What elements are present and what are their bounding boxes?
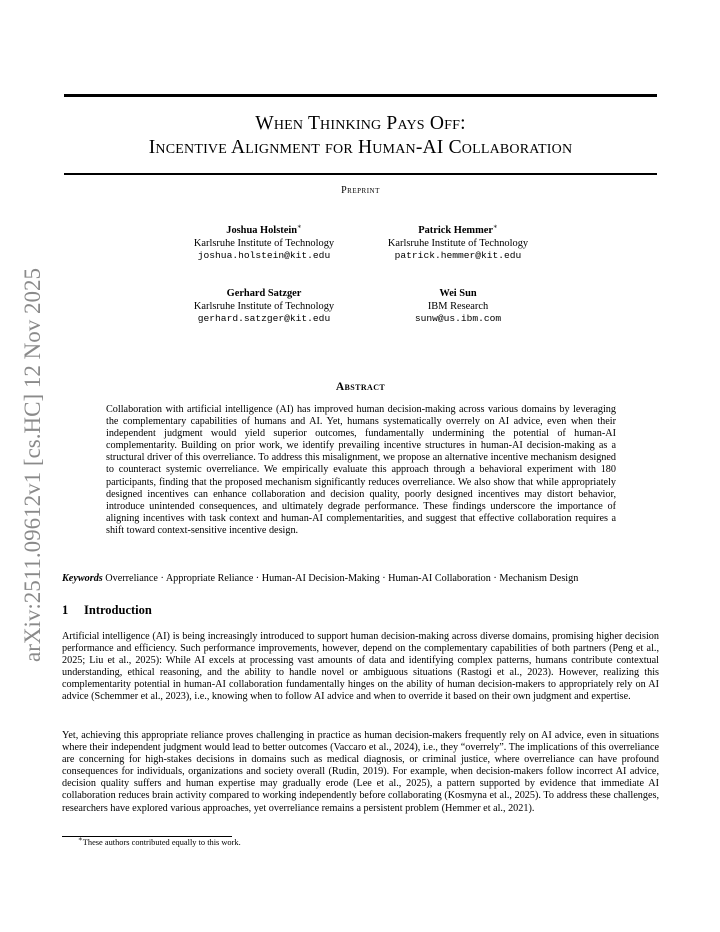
keywords-label: Keywords xyxy=(62,573,103,584)
author-name: Joshua Holstein∗ xyxy=(226,222,302,236)
author-affiliation: Karlsruhe Institute of Technology xyxy=(193,300,335,312)
section-title: Introduction xyxy=(84,603,152,617)
paper-title xyxy=(64,112,657,160)
title-bottom-rule xyxy=(64,173,657,175)
intro-paragraph-2: Yet, achieving this appropriate reliance proves challenging in practice as human decision-makers frequently rely on AI advice, even in situations where their independent judgment would lead to better outcomes (Vaccaro et al., 2024), i.e., they “overrely”. The implications of this overreliance are concerning for high-stakes decisions in domains such as medical diagnosis, or criminal justice, where overreliance can have profound consequences for individuals, organizations and society overall (Rudin, 2019). For example, when decision-makers follow incorrect AI advice, decision quality suffers and human expertise may gradually erode (Lee et al., 2025), a pattern supported by evidence that immediate AI collaboration reduces brain activity compared to working independently before collaborating (Kosmyna et al., 2025). To address these challenges, researchers have explored various approaches, yet overreliance remains a persistent problem (Hemmer et al., 2021). xyxy=(62,730,659,814)
footnote-rule xyxy=(62,836,232,837)
author-email: joshua.holstein@kit.edu xyxy=(197,250,331,261)
author-block xyxy=(164,288,364,326)
footnote-text: These authors contributed equally to this work. xyxy=(82,838,241,847)
author-block xyxy=(164,222,364,263)
abstract-heading: Abstract xyxy=(335,381,386,393)
author-affiliation: Karlsruhe Institute of Technology xyxy=(193,237,335,249)
arxiv-identifier: arXiv:2511.09612v1 [cs.HC] 12 Nov 2025 xyxy=(20,268,45,662)
section-number: 1 xyxy=(62,603,69,617)
footnote xyxy=(78,835,241,848)
author-name: Patrick Hemmer∗ xyxy=(418,222,498,236)
section-heading xyxy=(62,603,152,618)
keywords-text: Overreliance · Appropriate Reliance · Human-AI Decision-Making · Human-AI Collaboration · Mechanism Design xyxy=(105,573,579,584)
footnote-mark: ∗ xyxy=(78,835,83,844)
author-name: Wei Sun xyxy=(439,288,477,299)
abstract-text: Collaboration with artificial intelligence (AI) has improved human decision-making across various domains by leveraging the complementary capabilities of humans and AI. Yet, humans systematically overrely on AI advice, even when their independent judgment would yield superior outcomes, fundamentally undermining the potential of human-AI complementarity. Building on prior work, we identify prevailing incentive structures in human-AI decision-making as a structural driver of this overreliance. To address this misalignment, we propose an alternative incentive mechanism designed to counteract systemic overreliance. We empirically evaluate this approach through a behavioral experiment with 180 participants, finding that the proposed mechanism significantly reduces overreliance. We also show that while appropriately designed incentives can enhance collaboration and decision quality, poorly designed incentives may distort behavior, introduce unintended consequences, and ultimately degrade performance. These findings underscore the importance of aligning incentives with task context and human-AI complementarities, and suggest that effective collaboration requires a shift toward context-sensitive incentive design. xyxy=(106,404,616,536)
preprint-label: Preprint xyxy=(341,185,380,196)
author-affiliation: IBM Research xyxy=(427,300,489,312)
author-block xyxy=(358,288,558,326)
author-email: gerhard.satzger@kit.edu xyxy=(197,313,331,324)
title-top-rule xyxy=(64,94,657,97)
paper-title-line-2: Incentive Alignment for Human-AI Collaboration xyxy=(148,137,573,158)
keywords-line xyxy=(62,572,662,585)
author-email: sunw@us.ibm.com xyxy=(414,313,502,324)
author-name: Gerhard Satzger xyxy=(226,288,302,299)
author-email: patrick.hemmer@kit.edu xyxy=(394,250,522,261)
paper-title-line-1: When Thinking Pays Off: xyxy=(255,113,466,134)
author-affiliation: Karlsruhe Institute of Technology xyxy=(387,237,529,249)
author-block xyxy=(358,222,558,263)
intro-paragraph-1: Artificial intelligence (AI) is being increasingly introduced to support human decision-making across diverse domains, promising higher decision performance and efficiency. Such performance improvements, however, depend on the complementary capabilities of both partners (Peng et al., 2025; Liu et al., 2025): While AI excels at processing vast amounts of data and identifying complex patterns, humans contribute contextual understanding, ethical reasoning, and the ability to handle novel or ambiguous situations (Rastogi et al., 2023). However, realizing this complementarity potential in human-AI collaboration fundamentally hinges on the ability of human decision-makers to appropriately rely on AI advice (Schemmer et al., 2023), i.e., knowing when to follow AI advice and when to override it based on their own judgment and expertise. xyxy=(62,631,659,703)
